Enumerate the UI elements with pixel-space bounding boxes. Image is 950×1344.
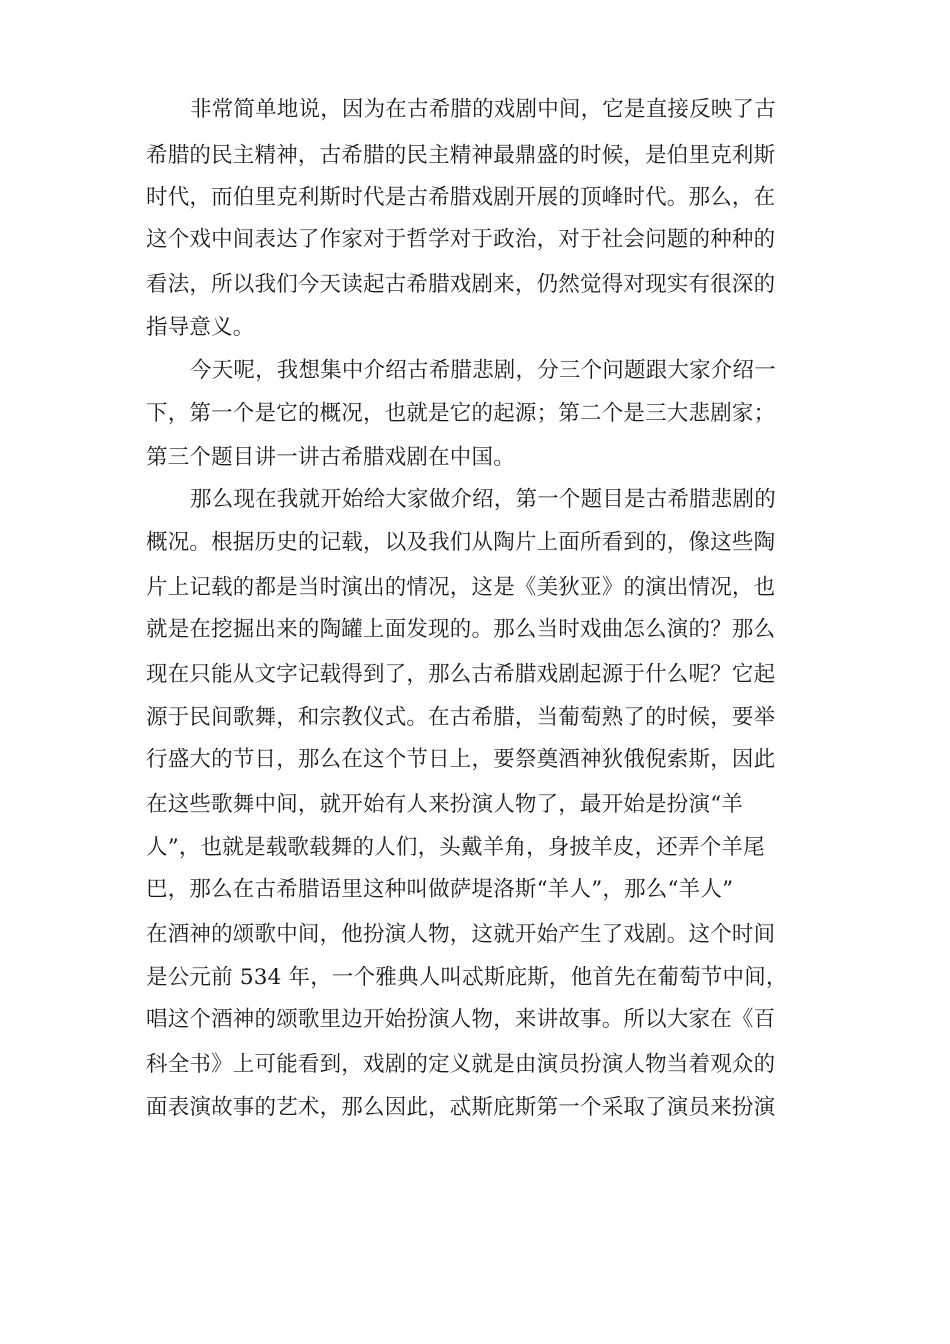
paragraph-3-line-5: 现在只能从文字记载得到了，那么古希腊戏剧起源于什么呢？它起: [146, 662, 776, 687]
paragraph-3-line-13: 唱这个酒神的颂歌里边开始扮演人物，来讲故事。所以大家在《百: [146, 1007, 776, 1032]
paragraph-1-line-5: 看法，所以我们今天读起古希腊戏剧来，仍然觉得对现实有很深的: [146, 272, 776, 297]
paragraph-1-line-1: 非常简单地说，因为在古希腊的戏剧中间，它是直接反映了古: [190, 97, 776, 122]
paragraph-3-line-4: 就是在挖掘出来的陶罐上面发现的。那么当时戏曲怎么演的？那么: [146, 617, 776, 642]
paragraph-3-line-9: 人”，也就是载歌载舞的人们，头戴羊角，身披羊皮，还弄个羊尾: [146, 835, 765, 860]
paragraph-3-line-12: 是公元前 534 年，一个雅典人叫忒斯庇斯，他首先在葡萄节中间，: [146, 965, 788, 990]
paragraph-1-line-6: 指导意义。: [146, 315, 255, 340]
paragraph-3-line-10: 巴，那么在古希腊语里这种叫做萨堤洛斯“羊人”，那么“羊人”: [146, 877, 734, 902]
paragraph-3-line-11: 在酒神的颂歌中间，他扮演人物，这就开始产生了戏剧。这个时间: [146, 922, 776, 947]
paragraph-1-line-3: 时代，而伯里克利斯时代是古希腊戏剧开展的顶峰时代。那么，在: [146, 185, 776, 210]
paragraph-2-line-2: 下，第一个是它的概况，也就是它的起源；第二个是三大悲剧家；: [146, 401, 776, 426]
paragraph-3-line-8: 在这些歌舞中间，就开始有人来扮演人物了，最开始是扮演“羊: [146, 792, 744, 817]
paragraph-2-line-1: 今天呢，我想集中介绍古希腊悲剧，分三个问题跟大家介绍一: [190, 358, 776, 383]
paragraph-3-line-6: 源于民间歌舞，和宗教仪式。在古希腊，当葡萄熟了的时候，要举: [146, 705, 776, 730]
paragraph-3-line-14: 科全书》上可能看到，戏剧的定义就是由演员扮演人物当着观众的: [146, 1052, 776, 1077]
paragraph-1-line-4: 这个戏中间表达了作家对于哲学对于政治，对于社会问题的种种的: [146, 227, 776, 252]
paragraph-3-line-15: 面表演故事的艺术，那么因此，忒斯庇斯第一个采取了演员来扮演: [146, 1095, 776, 1120]
paragraph-3-line-1: 那么现在我就开始给大家做介绍，第一个题目是古希腊悲剧的: [190, 487, 776, 512]
paragraph-2-line-3: 第三个题目讲一讲古希腊戏剧在中国。: [146, 445, 515, 470]
paragraph-3-line-7: 行盛大的节日，那么在这个节日上，要祭奠酒神狄俄倪索斯，因此: [146, 747, 776, 772]
paragraph-1-line-2: 希腊的民主精神，古希腊的民主精神最鼎盛的时候，是伯里克利斯: [146, 143, 776, 168]
paragraph-3-line-2: 概况。根据历史的记载，以及我们从陶片上面所看到的，像这些陶: [146, 530, 776, 555]
paragraph-3-line-3: 片上记载的都是当时演出的情况，这是《美狄亚》的演出情况，也: [146, 575, 776, 600]
